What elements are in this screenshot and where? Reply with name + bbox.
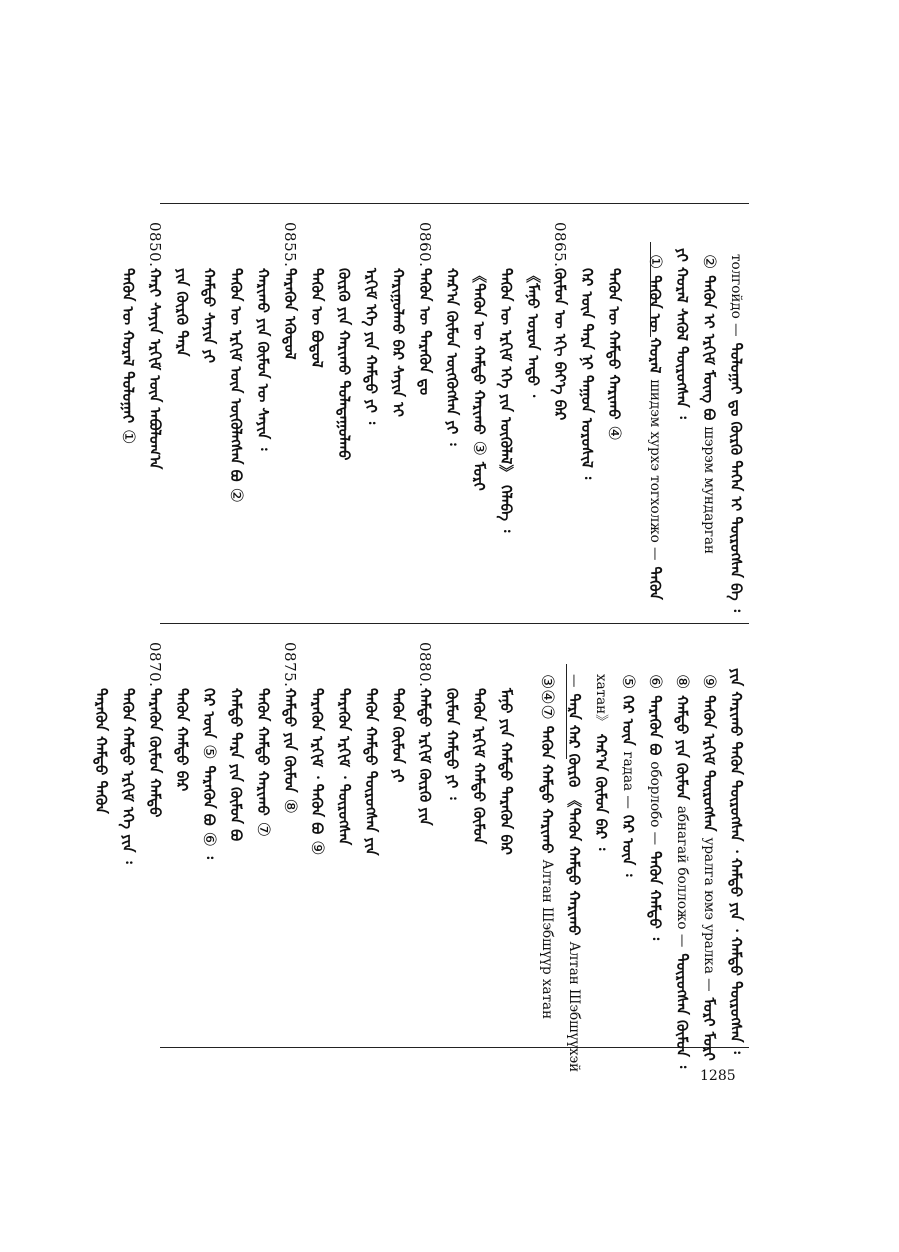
mongolian-text: ᠬᠠᠷ᠎ᠠ ᠬᠦᠮᠦᠨ ᠥᠭᠭᠦᠭᠰᠡᠨ ᠶᠢ ᠄ — [443, 268, 461, 446]
mongolian-text: ᠶᠢᠨ ᠬᠠᠷᠢᠬᠤ ᠲᠡᠭᠦᠨ ᠲᠦᠷᠦᠭᠰᠡᠨ ᠂ ᠬᠠᠮᠲᠤ ᠶᠢᠨ ᠂ ᠬᠠᠮᠲᠤ ᠲᠦᠷᠦᠭᠰᠡᠨ ᠄ — [727, 668, 745, 1054]
mongolian-text: ᠬᠠᠮᠲᠤ ᠶᠢᠨ ᠬᠦᠮᠦᠨ — [281, 688, 299, 793]
footnote-marker: ⑥ — [645, 674, 665, 690]
mongolian-text: ᠡᠷᠬᠢᠮ ᠡᠬᠡ ᠶᠢᠨ ᠬᠠᠮᠲᠤ ᠶᠢ ᠄ — [362, 268, 380, 425]
footnote-line — [695, 642, 722, 1061]
verse-line — [276, 222, 303, 612]
section-gap — [627, 222, 641, 612]
verse-line — [492, 642, 519, 1032]
cyrillic-gloss: уралга юмэ уралка — — [701, 837, 717, 992]
footnote-line — [668, 222, 695, 612]
line-number: 0850. — [146, 222, 164, 268]
verse-line — [438, 222, 465, 612]
verse-line — [114, 222, 141, 612]
verse-line — [357, 642, 384, 1032]
verse-line — [384, 642, 411, 1032]
mongolian-text: ᠲᠡᠭᠦᠨ ᠬᠠᠮᠲᠤ ᠬᠠᠷᠢᠬᠤ — [254, 688, 272, 816]
verse-line — [303, 642, 330, 1032]
verse-line — [303, 222, 330, 612]
mongolian-text: 《ᠲᠡᠭᠦᠨ ᠦ ᠬᠠᠮᠲᠤ ᠬᠠᠷᠢᠬᠤ — [470, 268, 488, 435]
panel-top — [118, 222, 749, 612]
cyrillic-gloss: хатан》 — [593, 674, 609, 728]
footnote-marker: ⑧ — [280, 798, 300, 814]
verse-line — [195, 642, 222, 1032]
mongolian-text: ᠲᠡᠭᠦᠨ ᠬᠠᠮᠲᠤ ᠡᠷᠬᠢᠮ ᠡᠬᠡ ᠶᠢᠨ ᠄ — [119, 688, 137, 864]
verse-line — [168, 222, 195, 612]
cyrillic-gloss: толгойдо — — [728, 254, 744, 337]
panel-top-columns — [114, 222, 749, 612]
footnote-marker: ⑦ — [253, 821, 273, 837]
mongolian-text: ᠬᠠᠮᠲᠤ ᠲᠡᠷᠡ ᠶᠢᠨ ᠬᠦᠮᠦᠨ ᠪᠤ — [227, 688, 245, 842]
mongolian-text: ᠮᠠᠨᠤ ᠶᠢᠨ ᠬᠠᠮᠲᠤ ᠲᠡᠷᠡᠭᠦᠨ ᠪᠠᠷ — [497, 688, 515, 855]
mongolian-text: ᠲᠡᠭᠦᠨ ᠦ ᠬᠤᠷᠠᠯ — [646, 275, 664, 374]
middle-rule — [160, 623, 749, 624]
panel-bottom — [92, 642, 749, 1073]
verse-line — [222, 642, 249, 1032]
mongolian-text: ᠬᠠᠷᠢ ᠰᠠᠶᠢᠨ ᠡᠷᠬᠢᠮ ᠦᠨ ᠠᠪᠤᠯᠤᠭ᠎ᠠ — [146, 268, 164, 470]
footnote-line — [695, 222, 722, 612]
mongolian-text: ᠲᠡᠷᠡᠭᠦᠨ ᠬᠦᠮᠦᠨ ᠬᠠᠮᠲᠤ — [146, 688, 164, 818]
mongolian-text: ᠲᠡᠷᠡᠭᠦᠨ ᠪᠤ — [646, 695, 664, 756]
footnote-marker: ③④⑦ — [537, 674, 557, 720]
page-number: 1285 — [700, 1068, 736, 1084]
footnote-line — [560, 642, 587, 1073]
section-gap — [519, 642, 533, 1032]
verse-line — [519, 222, 546, 612]
mongolian-text: ᠲᠡᠭᠦᠨ ᠡᠷᠬᠢᠮ ᠲᠦᠷᠦᠭᠰᠡᠨ — [700, 695, 718, 832]
footnote-marker: ② — [699, 254, 719, 270]
verse-line — [411, 642, 438, 1032]
verse-line — [330, 222, 357, 612]
mongolian-text: ᠶᠢ ᠬᠤᠷᠠᠯ ᠰᠡᠭᠦᠯ ᠲᠦᠷᠦᠭᠰᠡᠨ ᠄ — [673, 248, 691, 419]
mongolian-text: 《ᠮᠠᠨᠤ ᠣᠷᠤᠨ ᠠᠳᠤ ᠂ — [524, 268, 542, 398]
top-rule — [160, 203, 749, 204]
cyrillic-gloss: Алтан Шэбшүүхэй — [566, 941, 582, 1073]
mongolian-text: ᠲᠡᠭᠦᠨ ᠦ ᠬᠤᠷᠠᠯ ᠲᠣᠯᠣᠭᠠᠢ — [119, 268, 137, 424]
mongolian-text: ᠲᠣᠯᠣᠭᠠᠢ ᠳᠤ ᠬᠦᠷᠬᠦ ᠲᠡᠭᠡᠨ ᠢ ᠲᠦᠷᠦᠭᠰᠡᠨ ᠪᠡ ᠄ — [727, 342, 745, 612]
footnote-line — [722, 222, 749, 612]
footnote-marker: ⑨ — [307, 840, 327, 856]
cyrillic-gloss: — — [566, 674, 582, 688]
verse-line — [168, 642, 195, 1032]
mongolian-text: ᠲᠡᠭᠦᠨ ᠢ ᠡᠷᠬᠢᠮ ᠮᠥᠩ ᠪᠤ — [700, 275, 718, 421]
cyrillic-gloss: абнагай болложо — — [674, 805, 690, 948]
mongolian-text: ᠬᠠᠷ᠎ᠠ ᠬᠦᠮᠦᠨ ᠪᠠᠷ ᠄ — [592, 733, 610, 851]
mongolian-text: ᠲᠡᠭᠦᠨ ᠦ ᠲᠡᠷᠡᠭᠦᠨ ᠳᠤ — [416, 268, 434, 396]
mongolian-text: ᠬᠠᠮᠲᠤ ᠰᠠᠶᠢᠨ ᠶᠢ — [200, 268, 218, 364]
verse-line — [114, 642, 141, 1032]
mongolian-text: ᠲᠡᠭᠦᠨ ᠡᠷᠬᠢᠮ ᠬᠠᠮᠲᠤ ᠬᠦᠮᠦᠨ — [470, 688, 488, 845]
mongolian-text: ᠲᠡᠷᠡ ᠬᠠᠷ ᠬᠦᠷᠬᠦ 《ᠲᠡᠭᠦᠨ ᠬᠠᠮᠲᠤ ᠬᠠᠷᠢᠬᠤ — [565, 693, 583, 936]
mongolian-text: ᠲᠡᠭᠦᠨ ᠬᠠᠮᠲᠤ ᠪᠠᠷ — [173, 688, 191, 792]
line-number: 0880. — [416, 642, 434, 688]
verse-line — [330, 642, 357, 1032]
mongolian-text: ᠲᠡᠭᠦᠨ ᠦ ᠡᠷᠬᠢᠮ ᠡᠬᠡ ᠶᠢᠨ ᠥᠭᠦᠯᠡᠯ》 ᠬᠡᠯᠡᠪᠡ ᠄ — [497, 268, 515, 533]
footnote-marker: ① — [118, 429, 138, 445]
footnote-marker: ① — [645, 254, 665, 270]
line-number: 0855. — [281, 222, 299, 268]
line-number: 0875. — [281, 642, 299, 688]
mongolian-text: ᠬᠦᠮᠦᠨ ᠬᠠᠮᠲᠤ ᠶᠢ ᠄ — [443, 688, 461, 800]
cyrillic-gloss: шидэм хурхэ тогхолжо — — [647, 379, 663, 561]
mongolian-text: ᠬᠦᠷᠬᠦ ᠶᠢᠨ ᠬᠠᠷᠢᠬᠤ ᠲᠤᠯᠠᠳᠠᠭᠤᠯᠬᠤ — [335, 268, 353, 461]
panel-bottom-columns — [87, 642, 749, 1073]
verse-line — [222, 222, 249, 612]
line-number: 0860. — [416, 222, 434, 268]
mongolian-text: ᠲᠡᠷᠡᠭᠦᠨ ᠡᠷᠬᠢᠮ ᠂ ᠲᠡᠭᠦᠨ ᠪᠤ — [308, 688, 326, 835]
mongolian-text: ᠲᠡᠭᠦᠨ ᠬᠠᠮᠲᠤ ᠬᠠᠷᠢᠬᠤ — [538, 725, 556, 854]
footnote-marker: ② — [226, 487, 246, 503]
verse-line — [411, 222, 438, 612]
verse-line — [357, 222, 384, 612]
line-number: 0870. — [146, 642, 164, 688]
cyrillic-gloss: шэрэм мундарган — [701, 426, 717, 555]
footnote-line — [722, 642, 749, 1054]
footnote-marker: ④ — [604, 425, 624, 441]
mongolian-text: ᠮᠣᠷᠢ — [470, 461, 488, 491]
cyrillic-gloss: оборлобо — — [647, 761, 663, 846]
footnote-marker: ⑤ — [199, 744, 219, 760]
verse-line — [276, 642, 303, 1032]
footnote-line — [641, 222, 668, 612]
mongolian-text: ᠲᠡᠷᠡᠭᠦᠨ ᠪᠤ — [200, 765, 218, 826]
mongolian-text: ᠲᠡᠭᠦᠨ ᠬᠠᠮᠲᠤ ᠄ — [646, 851, 664, 941]
footnote-line — [587, 642, 614, 1032]
verse-line — [141, 222, 168, 612]
verse-line — [141, 642, 168, 1032]
mongolian-text: ᠄ — [200, 852, 218, 859]
footnote-line — [641, 642, 668, 1032]
mongolian-text: ᠮᠣᠷᠢ ᠮᠣᠷᠢ — [700, 997, 718, 1061]
mongolian-text: ᠲᠡᠷᠡᠭᠦᠨ ᠬᠠᠮᠲᠤ ᠲᠡᠭᠦᠨ — [92, 688, 110, 814]
mongolian-text: ᠲᠡᠭᠦᠨ ᠦ ᠬᠠᠮᠲᠤ ᠬᠠᠷᠢᠬᠤ — [605, 268, 623, 420]
verse-line — [438, 642, 465, 1032]
verse-line — [465, 222, 492, 612]
verse-line — [573, 222, 600, 612]
mongolian-text: ᠲᠡᠭᠦᠨ ᠬᠦᠮᠦᠨ ᠶᠢ — [389, 688, 407, 783]
footnote-marker: ⑤ — [618, 674, 638, 690]
mongolian-text: ᠲᠦᠷᠦᠭᠰᠡᠨ ᠬᠦᠮᠦᠨ ᠄ — [673, 953, 691, 1069]
verse-line — [546, 222, 573, 612]
cyrillic-gloss: гадаа — — [620, 751, 636, 809]
mongolian-text: ᠲᠡᠭᠦᠨ ᠦ ᠡᠷᠬᠢᠮ ᠦᠨ ᠥᠭᠦᠯᠡᠭᠰᠡᠨ ᠪᠤ — [227, 268, 245, 482]
mongolian-text: ᠬᠠᠷᠢᠭᠤᠯᠬᠤ ᠪᠠᠷ ᠰᠠᠶᠢᠨ ᠢ — [389, 268, 407, 418]
mongolian-text: ᠲᠡᠭᠦᠨ ᠬᠠᠮᠲᠤ ᠲᠦᠷᠦᠭᠰᠡᠨ ᠶᠢᠨ — [362, 688, 380, 856]
mongolian-text: ᠬᠠᠷᠢᠬᠤ ᠶᠢᠨ ᠬᠦᠮᠦᠨ ᠦ ᠰᠠᠶᠢᠨ ᠄ — [254, 268, 272, 451]
verse-line — [465, 642, 492, 1032]
bottom-rule — [160, 1047, 749, 1048]
mongolian-text: ᠬᠦᠮᠦᠨ ᠦ ᠡᠬᠢ ᠪᠡᠶ᠎ᠡ ᠪᠠᠷ — [551, 268, 569, 421]
footnote-line — [533, 642, 560, 1032]
mongolian-text: ᠭᠡᠷ ᠦᠨ ᠲᠡᠷᠡ ᠨᠢ ᠳᠠᠭᠤᠨ ᠣᠷᠤᠰᠢᠯ ᠄ — [578, 268, 596, 480]
footnote-marker: ③ — [469, 440, 489, 456]
mongolian-text: ᠭᠡᠷ ᠦᠨ — [200, 688, 218, 739]
mongolian-text: ᠶᠢᠨ ᠬᠦᠷᠬᠦ ᠲᠡᠷᠡ — [173, 268, 191, 357]
verse-line — [384, 222, 411, 612]
line-number: 0865. — [551, 222, 569, 268]
verse-line — [600, 222, 627, 612]
mongolian-text: ᠲᠡᠭᠦᠨ ᠦ ᠪᠤᠳᠤᠯ — [308, 268, 326, 368]
cyrillic-gloss: Алтан Шэбшүүр хатан — [539, 859, 555, 1020]
footnote-marker: ⑨ — [699, 674, 719, 690]
mongolian-text: ᠲᠡᠷᠡᠭᠦᠨ ᠡᠭᠦᠳᠦᠯ — [281, 268, 299, 360]
footnote-line — [668, 642, 695, 1069]
mongolian-text: ᠭᠡᠷ ᠦᠨ — [619, 695, 637, 746]
verse-line — [87, 642, 114, 1032]
footnote-marker: ⑧ — [672, 674, 692, 690]
mongolian-text: ᠭᠡᠷ ᠦᠨ ᠄ — [619, 814, 637, 877]
verse-line — [249, 642, 276, 1032]
mongolian-text: ᠬᠠᠮᠲᠤ ᠡᠷᠬᠢᠮ ᠬᠦᠷᠬᠦ ᠶᠢᠨ — [416, 688, 434, 826]
mongolian-text: ᠬᠠᠮᠲᠤ ᠶᠢᠨ ᠬᠦᠮᠦᠨ — [673, 695, 691, 800]
mongolian-text: ᠲᠡᠭᠦᠨ — [646, 566, 664, 600]
footnote-marker: ⑥ — [199, 831, 219, 847]
verse-line — [195, 222, 222, 612]
mongolian-text: ᠲᠡᠷᠡᠭᠦᠨ ᠡᠷᠬᠢᠮ ᠂ ᠲᠦᠷᠦᠭᠰᠡᠨ — [335, 688, 353, 846]
footnote-line — [614, 642, 641, 1032]
verse-line — [492, 222, 519, 612]
verse-line — [249, 222, 276, 612]
